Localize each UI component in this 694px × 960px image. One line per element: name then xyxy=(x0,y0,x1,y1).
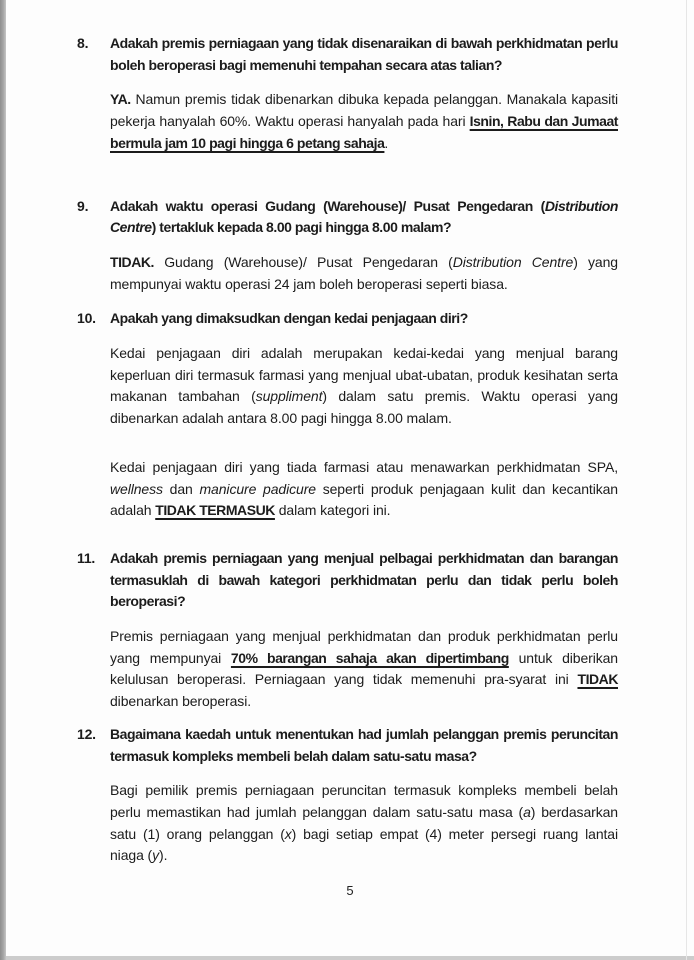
text-run: Gudang (Warehouse)/ Pusat Pengedaran ( xyxy=(153,253,453,270)
question-text xyxy=(110,308,618,330)
text-run: Adakah premis perniagaan yang tidak disenaraikan di bawah perkhidmatan perlu boleh beroperasi bagi memenuhi tempahan secara atas talian? xyxy=(110,35,618,73)
text-run: TIDAK xyxy=(577,671,618,688)
text-run: ) berdasarkan satu (1) orang pelanggan ( xyxy=(110,803,618,842)
faq-item-content xyxy=(110,33,618,155)
text-run: Bagaimana kaedah untuk menentukan had jumlah pelanggan premis peruncitan termasuk kompleks membeli belah dalam satu-satu masa? xyxy=(110,725,618,764)
text-run: ) bagi setiap empat (4) meter persegi ruang lantai niaga ( xyxy=(110,825,618,864)
text-run: dan xyxy=(162,480,200,497)
text-run: dibenarkan beroperasi. xyxy=(110,693,252,710)
text-run: wellness xyxy=(110,480,163,497)
text-run: Premis perniagaan yang menjual perkhidmatan dan produk perkhidmatan perlu yang mempunyai xyxy=(110,628,618,666)
text-run: . xyxy=(384,134,389,151)
scan-edge-right xyxy=(686,0,687,960)
faq-item-content xyxy=(110,308,618,522)
answer-paragraph xyxy=(110,457,618,522)
text-run: Kedai penjagaan diri adalah merupakan kedai-kedai yang menjual barang keperluan diri termasuk farmasi yang menjual ubat-ubatan, produk kesihatan serta makanan tambahan ( xyxy=(110,345,618,405)
question-text xyxy=(110,724,618,767)
text-run: TIDAK TERMASUK xyxy=(155,502,275,519)
text-run: ). xyxy=(159,847,168,864)
answer-paragraph xyxy=(110,780,618,867)
text-run: Namun premis tidak dibenarkan dibuka kepada pelanggan. Manakala kapasiti pekerja hanyalah 60%. Waktu operasi hanyalah pada hari xyxy=(110,91,618,130)
faq-item xyxy=(77,724,694,867)
faq-item xyxy=(77,196,694,296)
text-run: 70% barangan sahaja akan dipertimbang xyxy=(230,649,509,666)
answer-paragraph xyxy=(110,252,618,295)
question-number: 12. xyxy=(77,725,96,742)
text-run: ) dalam satu premis. Waktu operasi yang dibenarkan adalah antara 8.00 pagi hingga 8.00 malam. xyxy=(110,388,618,427)
text-run: y xyxy=(152,847,160,864)
text-run: Distribution Centre xyxy=(110,197,618,236)
faq-item xyxy=(77,308,694,522)
scan-edge-bottom xyxy=(0,956,694,960)
question-number: 8. xyxy=(77,35,89,51)
text-run: Adakah waktu operasi Gudang (Warehouse)/ Pusat Pengedaran ( xyxy=(110,197,545,214)
answer-paragraph xyxy=(110,343,618,430)
faq-item-content xyxy=(110,724,618,867)
text-run: YA. xyxy=(110,91,131,108)
text-run: seperti produk penjagaan kulit dan kecantikan adalah xyxy=(110,480,618,519)
faq-item-content xyxy=(110,548,618,713)
question-number: 10. xyxy=(77,310,96,327)
text-run: Distribution Centre xyxy=(452,253,574,270)
text-run: manicure padicure xyxy=(199,480,316,497)
text-run: untuk diberikan kelulusan beroperasi. Perniagaan yang tidak memenuhi pra-syarat ini xyxy=(110,649,618,688)
text-run: Adakah premis perniagaan yang menjual pelbagai perkhidmatan dan barangan termasuklah di bawah kategori perkhidmatan perlu dan tidak perlu boleh beroperasi? xyxy=(110,549,618,610)
faq-item xyxy=(77,548,694,713)
faq-list xyxy=(77,33,694,867)
question-text xyxy=(110,548,618,613)
text-run: Kedai penjagaan diri yang tiada farmasi atau menawarkan perkhidmatan SPA, xyxy=(110,458,618,475)
question-text xyxy=(110,33,618,76)
text-run: ) yang mempunyai waktu operasi 24 jam boleh beroperasi seperti biasa. xyxy=(110,253,618,292)
text-run: suppliment xyxy=(255,388,323,405)
answer-paragraph xyxy=(110,89,618,154)
text-run: a xyxy=(523,803,531,820)
text-run: ) tertakluk kepada 8.00 pagi hingga 8.00 malam? xyxy=(151,219,452,236)
scan-edge-left xyxy=(0,0,6,960)
text-run: Bagi pemilik premis perniagaan peruncitan termasuk kompleks membeli belah perlu memastikan had jumlah pelanggan dalam satu-satu masa ( xyxy=(110,782,618,820)
document-page xyxy=(6,0,694,956)
faq-item xyxy=(77,33,694,155)
text-run: x xyxy=(284,825,292,842)
question-number: 9. xyxy=(77,197,89,214)
question-number: 11. xyxy=(77,549,96,566)
text-run: dalam kategori ini. xyxy=(274,502,391,519)
question-text xyxy=(110,196,618,239)
page-number: 5 xyxy=(346,883,354,899)
answer-paragraph xyxy=(110,626,618,713)
text-run: TIDAK. xyxy=(110,253,154,270)
text-run: Apakah yang dimaksudkan dengan kedai penjagaan diri? xyxy=(110,310,468,327)
faq-item-content xyxy=(110,196,618,296)
text-run: Isnin, Rabu dan Jumaat bermula jam 10 pagi hingga 6 petang sahaja xyxy=(110,113,618,151)
